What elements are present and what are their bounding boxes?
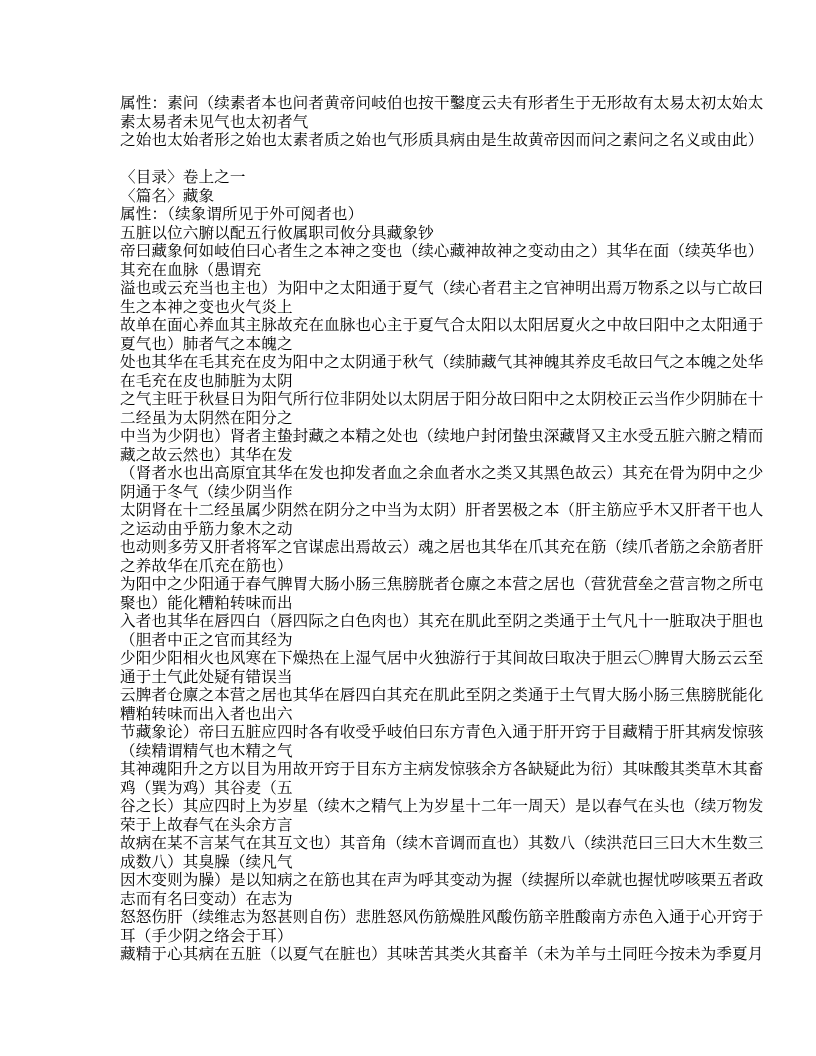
text-line: 怒怒伤肝（续维志为怒甚则自伤）悲胜怒风伤筋燥胜风酸伤筋辛胜酸南方赤色入通于心开窍于 — [120, 908, 764, 926]
text-line: 成数八）其臭臊（续凡气 — [120, 852, 293, 871]
text-line: （胆者中正之官而其经为 — [120, 630, 293, 649]
document-body — [120, 94, 764, 964]
text-line: 节藏象论）帝曰五脏应四时各有收受乎岐伯曰东方青色入通于肝开窍于目藏精于肝其病发惊骇 — [120, 723, 764, 741]
text-line: 之养故华在爪充在筋也） — [120, 556, 293, 575]
text-line: 〈目录〉卷上之一 — [120, 168, 246, 186]
text-line: 藏之故云然也）其华在发 — [120, 445, 293, 464]
text-line: 通于土气此处疑有错误当 — [120, 667, 293, 686]
text-line: 其神魂阳升之方以目为用故开窍于目东方主病发惊骇余方各缺疑此为衍）其味酸其类草木其畜 — [120, 760, 764, 778]
text-line: （肾者水也出高原宜其华在发也抑发者血之余血者水之类又其黑色故云）其充在骨为阴中之少 — [120, 464, 764, 482]
text-line: 因木变则为臊）是以知病之在筋也其在声为呼其变动为握（续握所以牵就也握忧哕咳栗五者政 — [120, 871, 764, 889]
text-line: 聚也）能化糟粕转味而出 — [120, 593, 293, 612]
text-line: 中当为少阴也）肾者主蛰封藏之本精之处也（续地户封闭蛰虫深藏肾又主水受五脏六腑之精而 — [120, 427, 764, 445]
text-line: 故单在面心养血其主脉故充在血脉也心主于夏气合太阳以太阳居夏火之中故曰阳中之太阳通于 — [120, 316, 764, 334]
text-line: 属性：素问（续素者本也问者黄帝问岐伯也按干鑿度云夫有形者生于无形故有太易太初太始太 — [120, 94, 764, 112]
text-line: 太阴肾在十二经虽属少阴然在阴分之中当为太阴）肝者罢极之本（肝主筋应乎木又肝者干也人 — [120, 501, 764, 519]
text-line: 鸡（巽为鸡）其谷麦（五 — [120, 778, 293, 797]
text-line: 其充在血脉（愚谓充 — [120, 260, 262, 279]
text-line: 之气主旺于秋昼日为阳气所行位非阴处以太阴居于阳分故曰阳中之太阴校正云当作少阴肺在十 — [120, 390, 764, 408]
text-line: 糟粕转味而出入者也出六 — [120, 704, 293, 723]
text-line: 耳（手少阴之络会于耳） — [120, 926, 293, 945]
text-line: 也动则多劳又肝者将军之官谋虑出焉故云）魂之居也其华在爪其充在筋（续爪者筋之余筋者肝 — [120, 538, 764, 556]
text-line: 属性：（续象谓所见于外可阅者也） — [120, 205, 364, 223]
text-line: （续精谓精气也木精之气 — [120, 741, 293, 760]
text-line: 谷之长）其应四时上为岁星（续木之精气上为岁星十二年一周天）是以春气在头也（续万物发 — [120, 797, 764, 815]
text-line: 处也其华在毛其充在皮为阳中之太阴通于秋气（续肺藏气其神魄其养皮毛故曰气之本魄之处华 — [120, 353, 764, 371]
text-line: 帝曰藏象何如岐伯曰心者生之本神之变也（续心藏神故神之变动由之）其华在面（续英华也） — [120, 242, 764, 260]
text-line: 为阳中之少阳通于春气脾胃大肠小肠三焦膀胱者仓廪之本营之居也（营犹营垒之营言物之所屯 — [120, 575, 764, 593]
text-line: 之始也太始者形之始也太素者质之始也气形质具病由是生故黄帝因而问之素问之名义或由此） — [120, 131, 764, 149]
text-line: 在毛充在皮也肺脏为太阴 — [120, 371, 293, 390]
text-line: 之运动由乎筋力象木之动 — [120, 519, 293, 538]
text-line: 溢也或云充当也主也）为阳中之太阳通于夏气（续心者君主之官神明出焉万物系之以与亡故曰 — [120, 279, 764, 297]
text-line: 云脾者仓廪之本营之居也其华在唇四白其充在肌此至阴之类通于土气胃大肠小肠三焦膀胱能化 — [120, 686, 764, 704]
text-line: 素太易者未见气也太初者气 — [120, 112, 309, 131]
blank-line — [120, 150, 710, 169]
text-line: 藏精于心其病在五脏（以夏气在脏也）其味苦其类火其畜羊（未为羊与土同旺今按未为季夏月 — [120, 945, 764, 963]
text-line: 荣于上故春气在头余方言 — [120, 815, 293, 834]
text-line: 志而有名曰变动）在志为 — [120, 889, 293, 908]
text-line: 〈篇名〉藏象 — [120, 186, 215, 205]
text-line: 五脏以位六腑以配五行攸属职司攸分具藏象钞 — [120, 223, 434, 242]
text-line: 少阳少阳相火也风寒在下燥热在上湿气居中火独游行于其间故曰取决于胆云〇脾胃大肠云云至 — [120, 649, 764, 667]
text-line: 生之本神之变也火气炎上 — [120, 297, 293, 316]
text-line: 夏气也）肺者气之本魄之 — [120, 334, 293, 353]
text-line: 入者也其华在唇四白（唇四际之白色肉也）其充在肌此至阴之类通于土气凡十一脏取决于胆也 — [120, 612, 764, 630]
text-line: 故病在某不言某气在其互文也）其音角（续木音调而直也）其数八（续洪范曰三曰大木生数三 — [120, 834, 764, 852]
text-line: 二经虽为太阴然在阳分之 — [120, 408, 293, 427]
text-line: 阴通于冬气（续少阴当作 — [120, 482, 293, 501]
